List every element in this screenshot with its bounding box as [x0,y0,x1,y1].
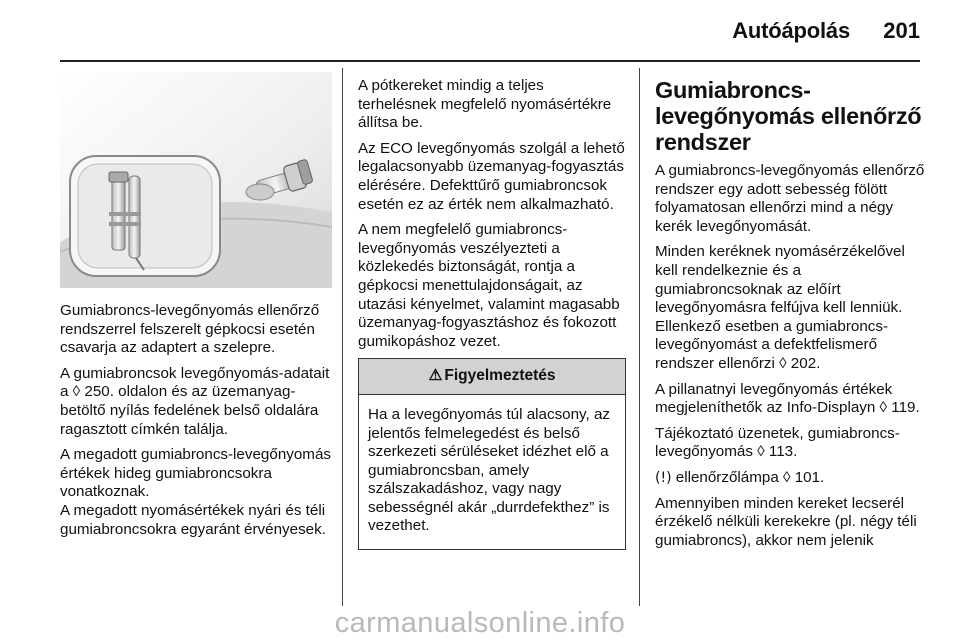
warning-header [359,359,625,395]
paragraph-sensorless-wheels: Amennyiben minden kereket lecserél érzékelő nélküli kerekekre (pl. négy téli gumiabroncs), akkor nem jelenik [655,494,917,549]
watermark: carmanualsonline.info [334,607,626,639]
paragraph-system-intro: A gumiabroncs-levegőnyomás ellenőrző rendszer egy adott sebesség fölött folyamatosan ellenőrzi mind a négy kerék levegőnyomását. [655,162,925,235]
column-3 [655,77,927,557]
running-header-title: Autóápolás [732,18,850,43]
tire-valve-illustration [60,72,332,288]
warning-triangle-icon: ⚠ [428,367,443,385]
warning-box [358,358,626,550]
warning-title: Figyelmeztetés [444,367,556,385]
header-rule [60,60,920,62]
paragraph-info-display: A pillanatnyi levegőnyomás értékek megjeleníthetők az Info-Displayn ◊ 119. [655,380,920,417]
paragraph-adapter: Gumiabroncs-levegőnyomás ellenőrző rendszerrel felszerelt gépkocsi esetén csavarja az adaptert a szelepre. [60,302,320,357]
column-1 [60,302,332,546]
paragraph-info-messages: Tájékoztató üzenetek, gumiabroncs-levegőnyomás ◊ 113. [655,424,900,461]
column-2 [358,77,626,550]
control-lamp-text: ellenőrzőlámpa ◊ 101. [671,468,825,486]
paragraph-pressure-data: A gumiabroncsok levegőnyomás-adatait a ◊ 250. oldalon és az üzemanyag-betöltő nyílás fedelének belső oldalára ragasztott címkén találja. [60,364,330,438]
section-title: Gumiabroncs-levegőnyomás ellenőrző rendszer [655,77,922,155]
warning-text: Ha a levegőnyomás túl alacsony, az jelentős felmelegedést és belső szerkezeti sérüléseket idézhet elő a gumiabroncsban, amely szálszakadáshoz, vagy nagy sebességnél akár „durrdefekthez” is vezethet. [368,405,611,535]
column-divider-2 [639,68,640,606]
tire-pressure-warning-icon: (!) [655,469,672,486]
paragraph-sensor-requirement: Minden keréknek nyomásérzékelővel kell rendelkeznie és a gumiabroncsoknak az előírt levegőnyomásra felfújva kell lenniük. Ellenkező esetben a gumiabroncs-levegőnyomást a defektfelismerő rendszer ellenőrzi ◊ 202. [655,243,905,372]
paragraph-summer-winter: A megadott nyomásértékek nyári és téli gumiabroncsokra egyaránt érvényesek. [60,501,326,538]
column-divider-1 [342,68,343,606]
page-number: 201 [883,18,920,43]
paragraph-eco-pressure: Az ECO levegőnyomás szolgál a lehető legalacsonyabb üzemanyag-fogyasztás elérésére. Defekttűrő gumiabroncsok esetén ez az érték nem alkalmazható. [358,139,625,213]
paragraph-incorrect-pressure: A nem megfelelő gumiabroncs-levegőnyomás veszélyezteti a közlekedés biztonságát, rontja a gépkocsi menettulajdonságait, az utazási kényelmet, valamint magasabb üzemanyag-fogyasztáshoz és fokozott gumikopáshoz vezet. [358,221,620,350]
paragraph-cold-tires [60,446,332,539]
paragraph-spare-wheel: A pótkereket mindig a teljes terhelésnek megfelelő nyomásértékre állítsa be. [358,77,612,132]
paragraph-cold-tires-line1: A megadott gumiabroncs-levegőnyomás értékek hideg gumiabroncsokra vonatkoznak. [60,446,331,501]
paragraph-control-lamp [655,469,927,488]
